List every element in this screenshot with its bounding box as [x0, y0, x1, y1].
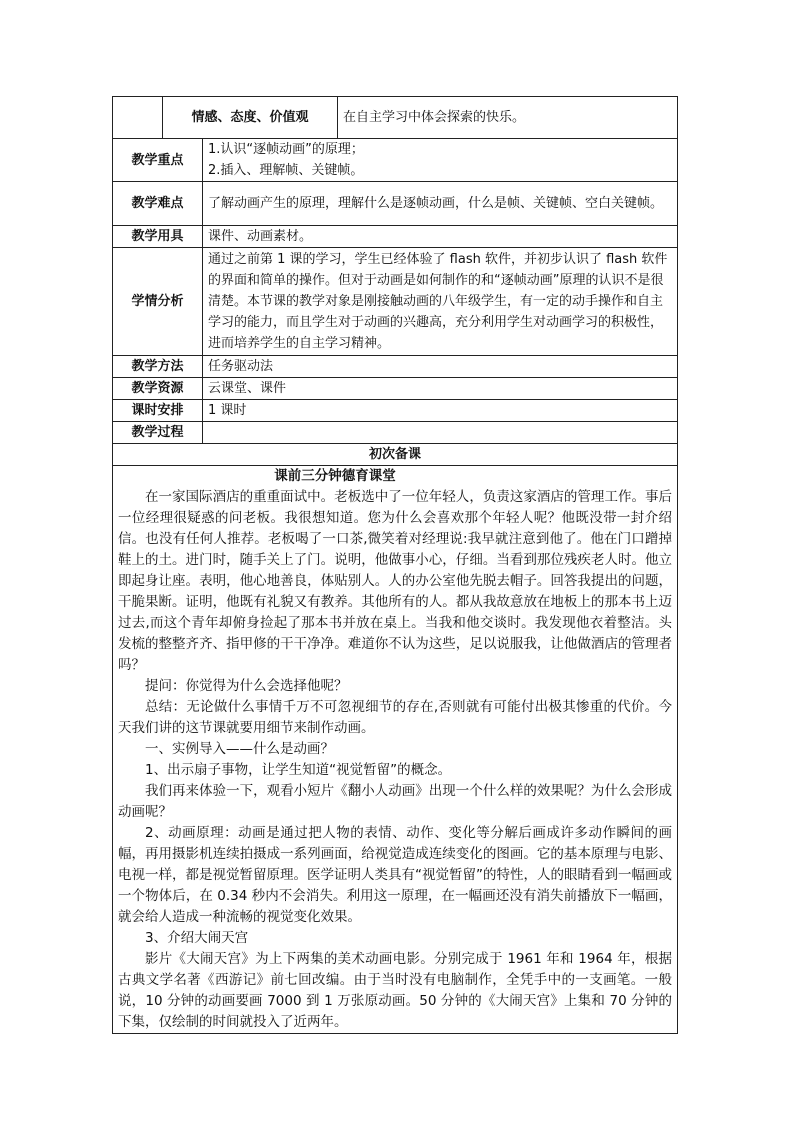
row-process: [113, 422, 678, 444]
row-tools: [113, 226, 678, 248]
row-tools-value: 课件、动画素材。: [203, 226, 678, 248]
story-item-2: 2、动画原理：动画是通过把人物的表情、动作、变化等分解后画成许多动作瞬间的画幅，再用摄影机连续拍摄成一系列画面，给视觉造成连续变化的图画。它的基本原理与电影、电视一样，都是视觉暂留原理。医学证明人类具有“视觉暂留”的特性，人的眼睛看到一幅画或一个物体后，在 0.34 秒内不会消失。利用这一原理，在一幅画还没有消失前播放下一幅画，就会给人造成一种流畅的视觉变化效果。: [118, 825, 672, 925]
row-difficulty: [113, 182, 678, 226]
story-item-1b: 我们再来体验一下，观看小短片《翻小人动画》出现一个什么样的效果呢？为什么会形成动画呢？: [118, 783, 672, 820]
row-tools-label: 教学用具: [113, 226, 203, 248]
row-attitude-spacer: [113, 97, 163, 139]
row-hours-label: 课时安排: [113, 400, 203, 422]
story-item-3b: 影片《大闹天宫》为上下两集的美术动画电影。分别完成于 1961 年和 1964 年，根据古典文学名著《西游记》前七回改编。由于当时没有电脑制作，全凭手中的一支画笔。一般说，10 分钟的动画要画 7000 到 1 万张原动画。50 分钟的《大闹天宫》上集和 70 分钟的下集，仅绘制的时间就投入了近两年。: [118, 951, 672, 1030]
row-attitude: [113, 97, 678, 139]
row-key-points: [113, 139, 678, 182]
row-hours: [113, 400, 678, 422]
story-heading: 课前三分钟德育课堂: [274, 468, 396, 484]
row-key-points-value: [203, 139, 678, 182]
row-story: [113, 466, 678, 1034]
row-method-label: 教学方法: [113, 356, 203, 378]
story-summary: 总结：无论做什么事情千万不可忽视细节的存在,否则就有可能付出极其惨重的代价。今天我们讲的这节课就要用细节来制作动画。: [118, 699, 672, 736]
section-title: 初次备课: [113, 444, 678, 466]
story-paragraph-1: 在一家国际酒店的重重面试中。老板选中了一位年轻人，负责这家酒店的管理工作。事后一位经理很疑惑的问老板。我很想知道。您为什么会喜欢那个年轻人呢？他既没带一封介绍信。也没有任何人推荐。老板喝了一口茶,微笑着对经理说:我早就注意到他了。他在门口蹭掉鞋上的土。进门时，随手关上了门。说明，他做事小心，仔细。当看到那位残疾老人时。他立即起身让座。表明，他心地善良，体贴别人。人的办公室他先脱去帽子。回答我提出的问题，干脆果断。证明，他既有礼貌又有教养。其他所有的人。都从我故意放在地板上的那本书上迈过去,而这个青年却俯身捡起了那本书并放在桌上。当我和他交谈时。我发现他衣着整洁。头发梳的整整齐齐、指甲修的干干净净。难道你不认为这些，足以说服我，让他做酒店的管理者吗？: [118, 489, 672, 673]
story-item-3: 3、介绍大闹天宫: [145, 930, 249, 946]
story-content: [113, 466, 678, 1034]
row-attitude-value: 在自主学习中体会探索的快乐。: [338, 97, 678, 139]
row-key-points-label: 教学重点: [113, 139, 203, 182]
row-method-value: 任务驱动法: [203, 356, 678, 378]
row-resources: [113, 378, 678, 400]
lesson-plan-table: [112, 96, 678, 1034]
row-analysis-value: 通过之前第 1 课的学习，学生已经体验了 flash 软件，并初步认识了 flash 软件的界面和简单的操作。但对于动画是如何制作的和“逐帧动画”原理的认识不是很清楚。本节课的教学对象是刚接触动画的八年级学生，有一定的动手操作和自主学习的能力，而且学生对于动画的兴趣高，充分利用学生对动画学习的积极性，进而培养学生的自主学习精神。: [203, 248, 678, 356]
story-question: 提问：你觉得为什么会选择他呢？: [145, 678, 348, 694]
key-point-1: 1.认识“逐帧动画”的原理；: [208, 142, 364, 157]
row-difficulty-value: 了解动画产生的原理，理解什么是逐帧动画，什么是帧、关键帧、空白关键帧。: [203, 182, 678, 226]
row-process-value: [203, 422, 678, 444]
row-difficulty-label: 教学难点: [113, 182, 203, 226]
row-analysis-label: 学情分析: [113, 248, 203, 356]
row-resources-value: 云课堂、课件: [203, 378, 678, 400]
row-analysis: [113, 248, 678, 356]
row-section-title: [113, 444, 678, 466]
story-item-1: 1、出示扇子事物，让学生知道“视觉暂留”的概念。: [145, 762, 452, 778]
row-resources-label: 教学资源: [113, 378, 203, 400]
row-attitude-label: 情感、态度、价值观: [163, 97, 338, 139]
row-method: [113, 356, 678, 378]
story-part-1: 一、实例导入——什么是动画？: [145, 741, 334, 757]
row-process-label: 教学过程: [113, 422, 203, 444]
key-point-2: 2.插入、理解帧、关键帧。: [208, 163, 364, 178]
row-hours-value: 1 课时: [203, 400, 678, 422]
